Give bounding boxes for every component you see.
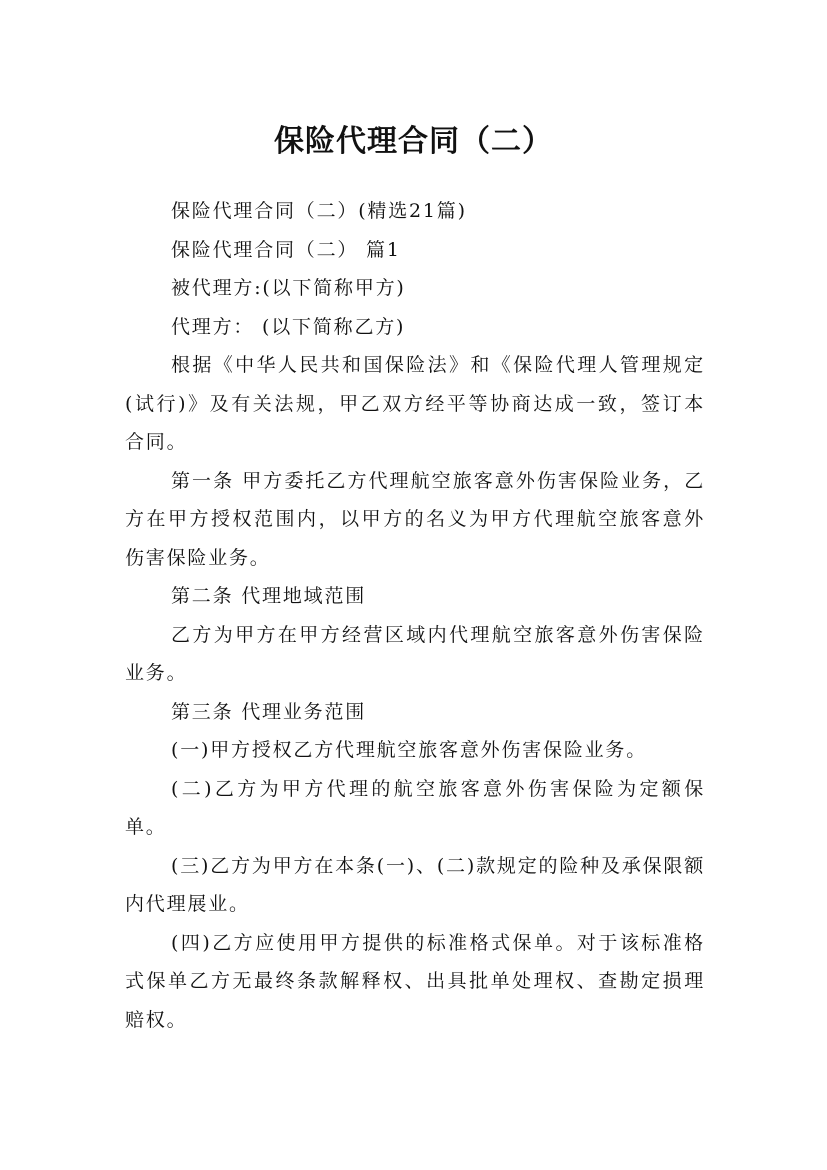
paragraph-section-heading: 保险代理合同（二） 篇1 — [171, 238, 401, 261]
paragraph-article-2-body: 乙方为甲方在甲方经营区域内代理航空旅客意外伤害保险业务。 — [125, 623, 705, 684]
paragraph-subtitle: 保险代理合同（二）(精选21篇) — [171, 200, 467, 222]
paragraph-principal: 被代理方:(以下简称甲方) — [171, 277, 406, 299]
document-title: 保险代理合同（二） — [274, 124, 553, 160]
paragraph-article-3-item-4: (四)乙方应使用甲方提供的标准格式保单。对于该标准格式保单乙方无最终条款解释权、出具批单处理权、查勘定损理赔权。 — [125, 931, 705, 1031]
paragraph-article-3-item-1: (一)甲方授权乙方代理航空旅客意外伤害保险业务。 — [171, 739, 648, 761]
paragraph-article-3-heading: 第三条 代理业务范围 — [171, 700, 367, 723]
paragraph-article-2-heading: 第二条 代理地域范围 — [171, 585, 367, 607]
paragraph-article-3-item-2: (二)乙方为甲方代理的航空旅客意外伤害保险为定额保单。 — [125, 777, 705, 838]
paragraph-preamble: 根据《中华人民共和国保险法》和《保险代理人管理规定(试行)》及有关法规，甲乙双方经平等协商达成一致，签订本合同。 — [125, 354, 705, 453]
paragraph-agent: 代理方： (以下简称乙方) — [171, 315, 406, 338]
paragraph-article-3-item-3: (三)乙方为甲方在本条(一)、(二)款规定的险种及承保限额内代理展业。 — [125, 854, 705, 915]
paragraph-article-1: 第一条 甲方委托乙方代理航空旅客意外伤害保险业务，乙方在甲方授权范围内，以甲方的名义为甲方代理航空旅客意外伤害保险业务。 — [125, 469, 705, 569]
document-body — [125, 192, 705, 1039]
